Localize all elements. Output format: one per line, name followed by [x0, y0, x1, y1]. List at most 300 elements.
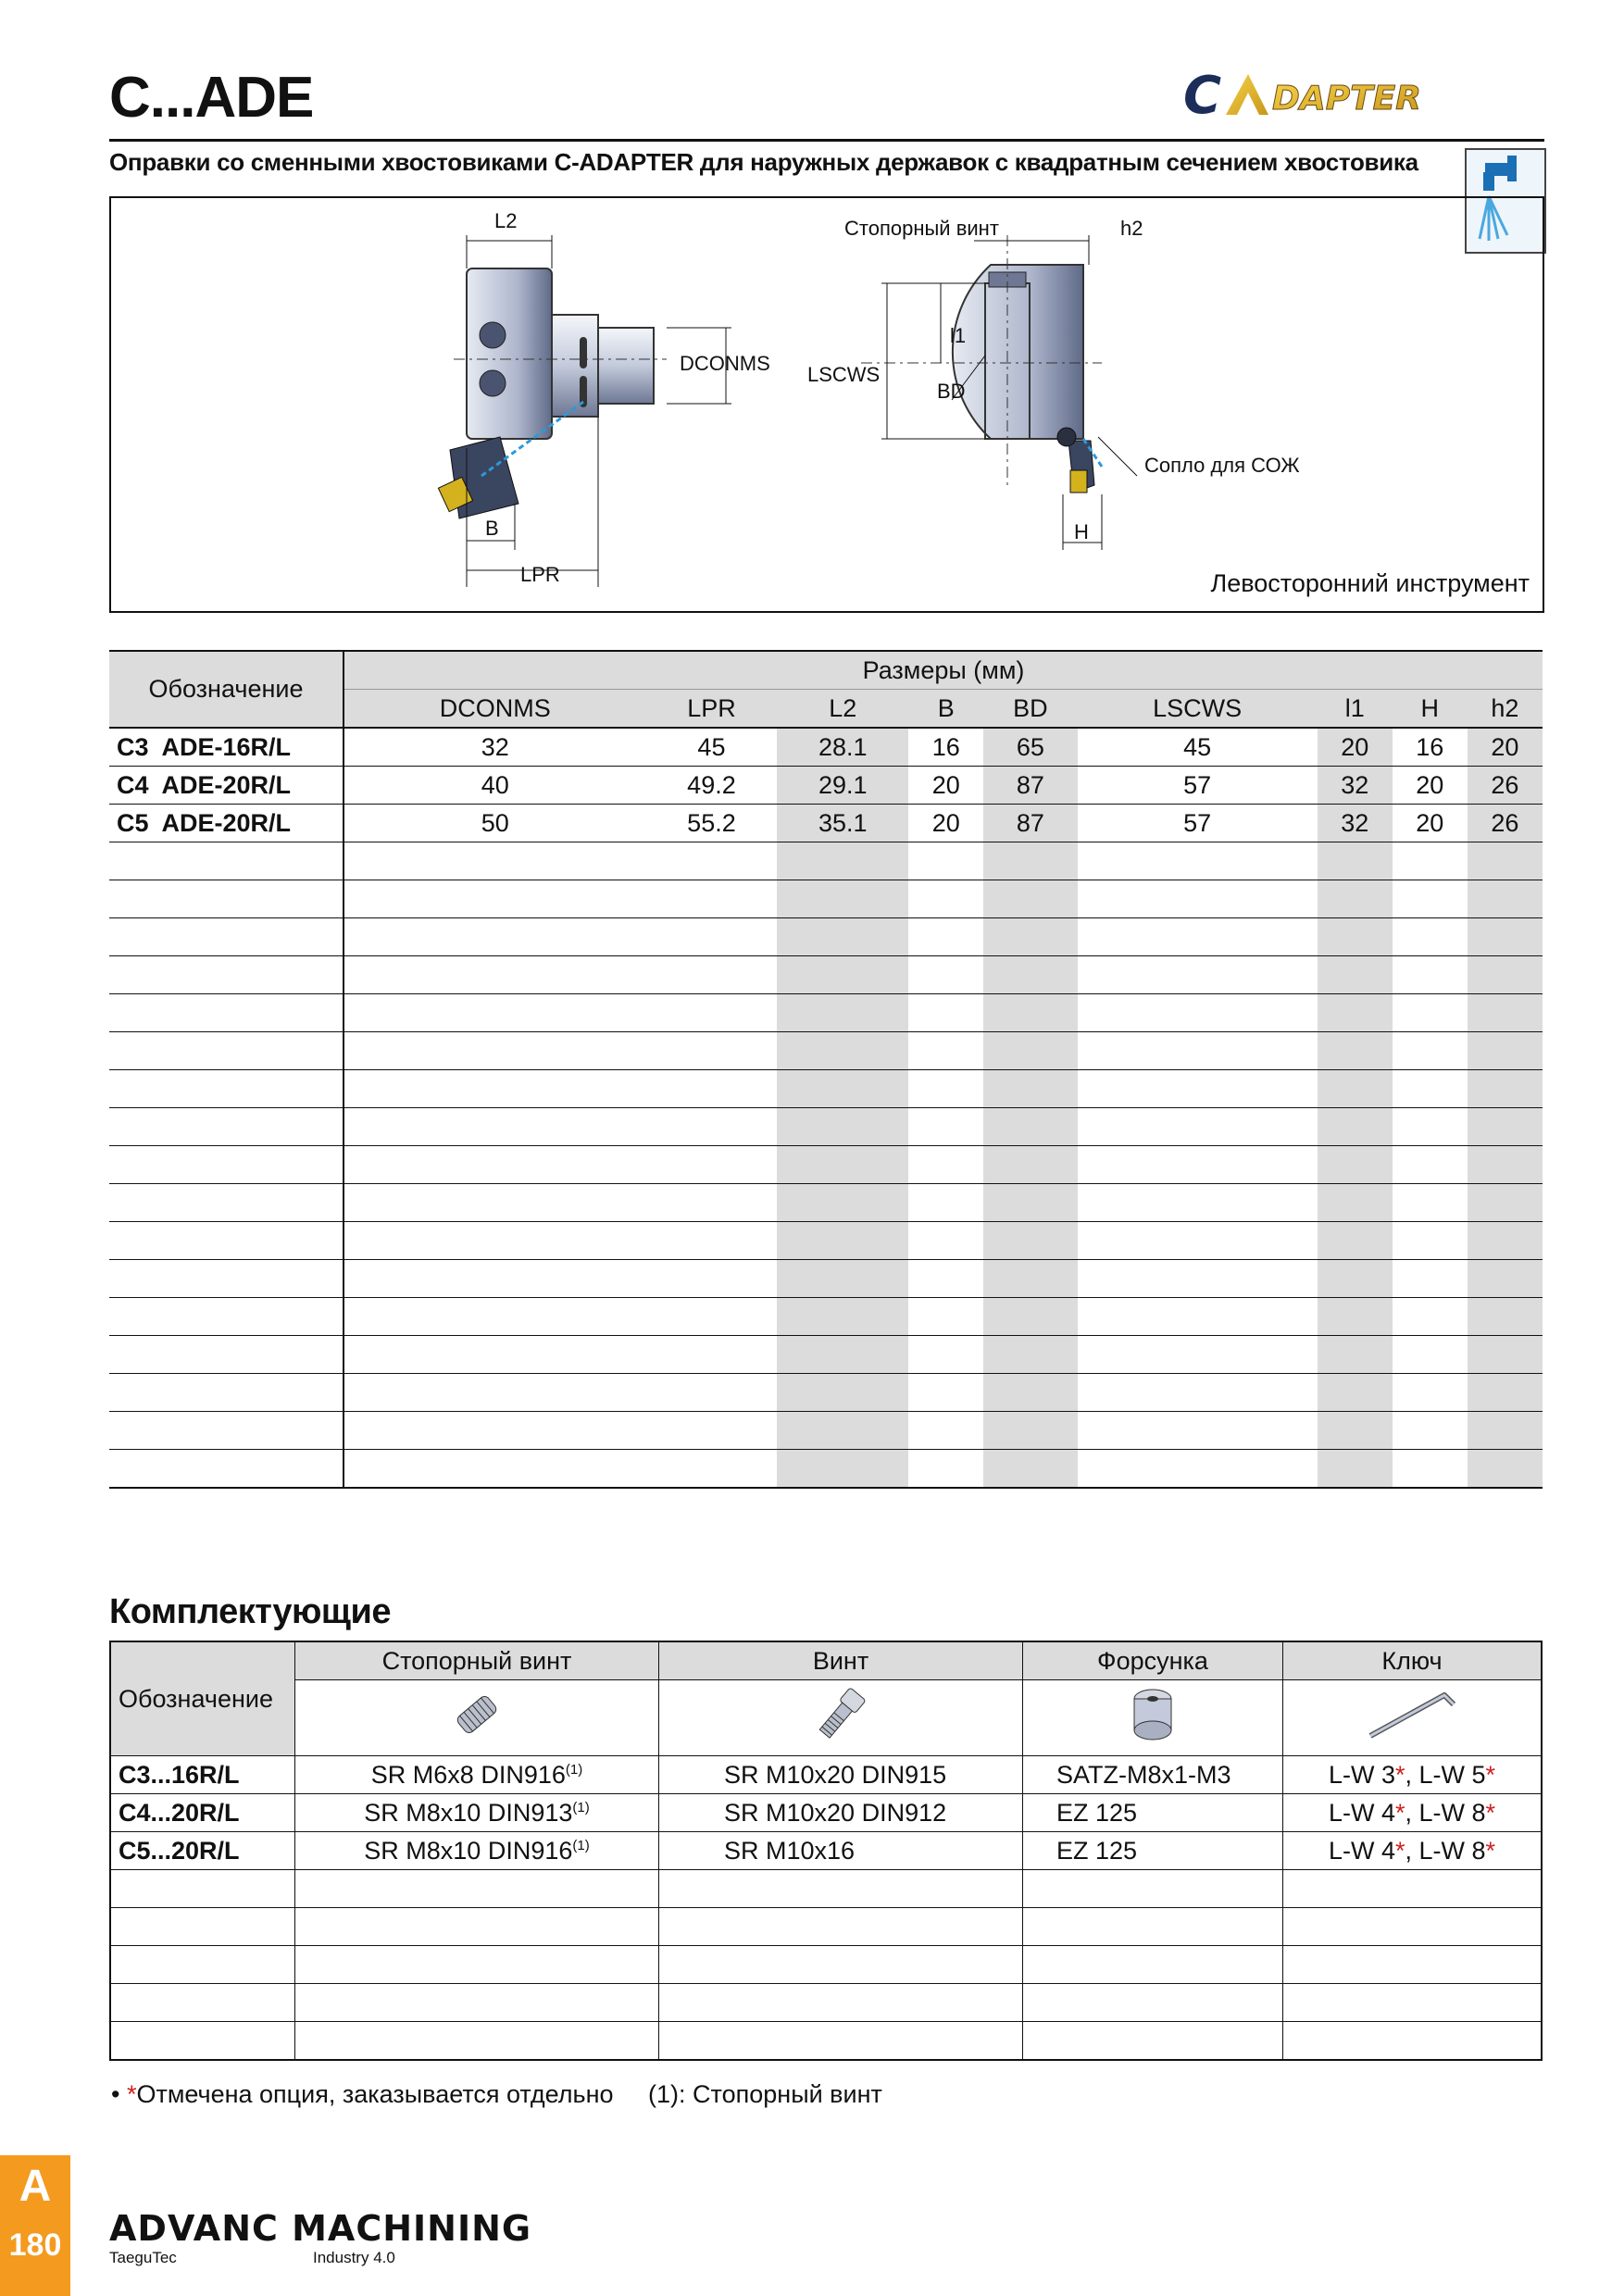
acc-stop-screw: SR M6x8 DIN916 — [370, 1760, 566, 1789]
drawing-caption: Левосторонний инструмент — [1210, 569, 1530, 597]
accessory-row — [110, 1794, 1542, 1832]
empty-value-cell — [908, 1412, 983, 1450]
dim-label-dconms: DCONMS — [680, 352, 770, 375]
empty-value-cell — [1393, 1108, 1468, 1146]
empty-designation-cell — [109, 1374, 344, 1412]
dim-col-header: h2 — [1468, 690, 1543, 729]
acc-key-1: L-W 4 — [1328, 1836, 1395, 1865]
empty-value-cell — [1393, 1336, 1468, 1374]
empty-value-cell — [1393, 918, 1468, 956]
empty-value-cell — [777, 1298, 908, 1336]
dim-value-cell: 29.1 — [777, 767, 908, 805]
side-view-drawing — [861, 235, 1137, 550]
empty-value-cell — [1393, 842, 1468, 880]
empty-value-cell — [1468, 842, 1543, 880]
empty-value-cell — [777, 1412, 908, 1450]
empty-value-cell — [344, 1298, 646, 1336]
dim-label-bd: BD — [937, 380, 966, 403]
empty-value-cell — [1393, 1146, 1468, 1184]
dim-label-b: B — [485, 517, 499, 540]
empty-value-cell — [1468, 1336, 1543, 1374]
empty-value-cell — [1078, 1070, 1318, 1108]
empty-table-row — [109, 1412, 1543, 1450]
empty-value-cell — [1318, 1222, 1393, 1260]
dim-value-cell: 45 — [646, 728, 778, 767]
empty-value-cell — [1318, 1298, 1393, 1336]
dim-col-header: H — [1393, 690, 1468, 729]
acc-key-2: L-W 5 — [1418, 1760, 1486, 1789]
empty-table-row — [109, 1032, 1543, 1070]
hex-key-icon — [1283, 1680, 1543, 1756]
empty-designation-cell — [109, 880, 344, 918]
dim-col-header: B — [908, 690, 983, 729]
empty-value-cell — [344, 1070, 646, 1108]
dim-value-cell: 20 — [1393, 767, 1468, 805]
dim-value-cell: 20 — [1393, 805, 1468, 842]
empty-value-cell — [983, 1032, 1077, 1070]
dim-col-header: LSCWS — [1078, 690, 1318, 729]
dim-value-cell: 16 — [908, 728, 983, 767]
dim-value-cell: 65 — [983, 728, 1077, 767]
empty-value-cell — [1468, 1032, 1543, 1070]
empty-value-cell — [1468, 1184, 1543, 1222]
empty-value-cell — [1393, 1032, 1468, 1070]
empty-accessory-row — [110, 1984, 1542, 2022]
empty-table-row — [109, 994, 1543, 1032]
empty-value-cell — [777, 1450, 908, 1489]
empty-value-cell — [344, 1146, 646, 1184]
front-view-drawing — [438, 235, 731, 587]
empty-value-cell — [1393, 956, 1468, 994]
acc-designation: C3...16R/L — [110, 1756, 295, 1794]
empty-value-cell — [1318, 1108, 1393, 1146]
option-star: * — [1485, 1836, 1496, 1865]
nozzle-icon — [1023, 1680, 1283, 1756]
acc-col-screw: Винт — [659, 1641, 1023, 1680]
dim-label-h2: h2 — [1120, 217, 1143, 240]
empty-value-cell — [1468, 1108, 1543, 1146]
empty-cell — [1023, 1984, 1283, 2022]
acc-designation: C4...20R/L — [110, 1794, 295, 1832]
empty-value-cell — [1318, 956, 1393, 994]
empty-table-row — [109, 1260, 1543, 1298]
empty-value-cell — [1393, 880, 1468, 918]
empty-value-cell — [777, 1222, 908, 1260]
empty-designation-cell — [109, 1222, 344, 1260]
empty-designation-cell — [109, 1108, 344, 1146]
empty-value-cell — [1078, 1222, 1318, 1260]
empty-value-cell — [344, 1184, 646, 1222]
acc-nozzle: EZ 125 — [1023, 1832, 1283, 1870]
empty-value-cell — [646, 1298, 778, 1336]
empty-value-cell — [983, 1222, 1077, 1260]
empty-value-cell — [1393, 1070, 1468, 1108]
empty-value-cell — [1078, 918, 1318, 956]
empty-value-cell — [777, 880, 908, 918]
empty-cell — [110, 2022, 295, 2061]
empty-value-cell — [646, 1336, 778, 1374]
empty-value-cell — [983, 842, 1077, 880]
empty-value-cell — [777, 1146, 908, 1184]
empty-designation-cell — [109, 1336, 344, 1374]
acc-designation: C5...20R/L — [110, 1832, 295, 1870]
empty-value-cell — [777, 956, 908, 994]
brand-tagline: Industry 4.0 — [313, 2249, 395, 2266]
dim-value-cell: 26 — [1468, 767, 1543, 805]
dim-col-header: BD — [983, 690, 1077, 729]
dim-value-cell: 57 — [1078, 767, 1318, 805]
empty-value-cell — [908, 880, 983, 918]
empty-cell — [295, 1870, 659, 1908]
dim-value-cell: 20 — [908, 805, 983, 842]
empty-value-cell — [908, 1222, 983, 1260]
empty-value-cell — [1468, 1450, 1543, 1489]
empty-value-cell — [983, 1146, 1077, 1184]
empty-value-cell — [1393, 1222, 1468, 1260]
empty-designation-cell — [109, 842, 344, 880]
empty-value-cell — [1393, 1450, 1468, 1489]
dim-value-cell: 45 — [1078, 728, 1318, 767]
empty-value-cell — [1468, 1412, 1543, 1450]
empty-table-row — [109, 1070, 1543, 1108]
empty-value-cell — [1468, 1374, 1543, 1412]
dim-label-l1: l1 — [950, 324, 967, 347]
empty-value-cell — [1078, 1298, 1318, 1336]
empty-value-cell — [1078, 1184, 1318, 1222]
empty-designation-cell — [109, 1260, 344, 1298]
empty-value-cell — [908, 1032, 983, 1070]
empty-table-row — [109, 842, 1543, 880]
acc-screw: SR M10x20 DIN912 — [659, 1794, 1023, 1832]
empty-value-cell — [344, 1108, 646, 1146]
empty-value-cell — [983, 1184, 1077, 1222]
empty-value-cell — [1078, 880, 1318, 918]
dim-value-cell: 32 — [1318, 805, 1393, 842]
empty-value-cell — [1318, 1374, 1393, 1412]
option-star: * — [1394, 1836, 1405, 1865]
empty-value-cell — [1318, 1412, 1393, 1450]
empty-value-cell — [1468, 994, 1543, 1032]
acc-nozzle: EZ 125 — [1023, 1794, 1283, 1832]
empty-value-cell — [646, 918, 778, 956]
empty-value-cell — [1468, 956, 1543, 994]
empty-value-cell — [983, 994, 1077, 1032]
dimensions-table — [109, 650, 1543, 1489]
dim-label-lscws: LSCWS — [807, 363, 881, 386]
empty-value-cell — [1393, 994, 1468, 1032]
section-letter: A — [19, 2162, 52, 2211]
acc-key-cell: L-W 4*, L-W 8* — [1283, 1832, 1543, 1870]
empty-value-cell — [983, 1298, 1077, 1336]
empty-value-cell — [1318, 1032, 1393, 1070]
dim-col-header: DCONMS — [344, 690, 646, 729]
dim-value-cell: 16 — [1393, 728, 1468, 767]
acc-designation-header: Обозначение — [110, 1641, 295, 1756]
empty-value-cell — [1468, 880, 1543, 918]
empty-value-cell — [646, 1108, 778, 1146]
dim-value-cell: 57 — [1078, 805, 1318, 842]
designation-cell: C4 ADE-20R/L — [109, 767, 344, 805]
empty-value-cell — [646, 1222, 778, 1260]
acc-stop-screw: SR M8x10 DIN913 — [364, 1798, 573, 1827]
footnote — [111, 2080, 882, 2109]
page-title: C...ADE — [109, 66, 314, 130]
dim-label-lpr: LPR — [520, 563, 560, 586]
empty-value-cell — [908, 918, 983, 956]
dim-value-cell: 50 — [344, 805, 646, 842]
page-subtitle: Оправки со сменными хвостовиками C-ADAPTER для наружных державок с квадратным сечением хвостовика — [109, 148, 1418, 176]
dim-value-cell: 20 — [908, 767, 983, 805]
footnote-text: Отмечена опция, заказывается отдельно — [136, 2080, 614, 2108]
acc-stop-screw-cell — [295, 1794, 659, 1832]
acc-key-2: L-W 8 — [1418, 1798, 1486, 1827]
empty-value-cell — [1078, 994, 1318, 1032]
empty-value-cell — [344, 880, 646, 918]
acc-key-1: L-W 3 — [1328, 1760, 1395, 1789]
empty-table-row — [109, 1374, 1543, 1412]
option-star: * — [126, 2080, 137, 2108]
svg-text:DAPTER: DAPTER — [1272, 80, 1421, 118]
empty-value-cell — [908, 842, 983, 880]
empty-value-cell — [646, 842, 778, 880]
empty-cell — [295, 1946, 659, 1984]
empty-cell — [659, 1908, 1023, 1946]
dim-value-cell: 32 — [344, 728, 646, 767]
empty-value-cell — [777, 918, 908, 956]
dim-value-cell: 28.1 — [777, 728, 908, 767]
acc-key-cell: L-W 3*, L-W 5* — [1283, 1756, 1543, 1794]
empty-value-cell — [1318, 1450, 1393, 1489]
empty-value-cell — [646, 1374, 778, 1412]
empty-cell — [295, 1984, 659, 2022]
empty-table-row — [109, 1450, 1543, 1489]
empty-cell — [295, 1908, 659, 1946]
empty-value-cell — [983, 1374, 1077, 1412]
empty-value-cell — [777, 1108, 908, 1146]
empty-value-cell — [983, 1070, 1077, 1108]
empty-value-cell — [646, 1146, 778, 1184]
table-row — [109, 728, 1543, 767]
empty-table-row — [109, 1184, 1543, 1222]
dim-value-cell: 40 — [344, 767, 646, 805]
empty-value-cell — [646, 1260, 778, 1298]
empty-value-cell — [646, 1184, 778, 1222]
dim-col-header: L2 — [777, 690, 908, 729]
accessory-row — [110, 1832, 1542, 1870]
empty-cell — [110, 1946, 295, 1984]
empty-designation-cell — [109, 994, 344, 1032]
empty-value-cell — [1468, 1146, 1543, 1184]
empty-value-cell — [777, 842, 908, 880]
empty-value-cell — [344, 1374, 646, 1412]
brand-name: ADVANC MACHINING — [109, 2208, 532, 2249]
dim-value-cell: 20 — [1318, 728, 1393, 767]
dim-value-cell: 35.1 — [777, 805, 908, 842]
acc-key-1: L-W 4 — [1328, 1798, 1395, 1827]
dim-value-cell: 49.2 — [646, 767, 778, 805]
empty-value-cell — [1318, 918, 1393, 956]
empty-value-cell — [1393, 1184, 1468, 1222]
empty-value-cell — [646, 880, 778, 918]
empty-value-cell — [344, 956, 646, 994]
empty-table-row — [109, 1222, 1543, 1260]
empty-cell — [659, 2022, 1023, 2061]
sup-mark: (1) — [572, 1799, 590, 1816]
empty-value-cell — [908, 1374, 983, 1412]
table-row — [109, 805, 1543, 842]
page-number: 180 — [8, 2227, 62, 2263]
acc-screw: SR M10x20 DIN915 — [659, 1756, 1023, 1794]
empty-value-cell — [1393, 1412, 1468, 1450]
empty-value-cell — [1393, 1374, 1468, 1412]
section-tab — [0, 2155, 70, 2296]
empty-value-cell — [983, 1412, 1077, 1450]
acc-screw: SR M10x16 — [659, 1832, 1023, 1870]
empty-value-cell — [777, 1070, 908, 1108]
empty-value-cell — [1078, 956, 1318, 994]
empty-value-cell — [908, 1070, 983, 1108]
empty-cell — [1023, 1870, 1283, 1908]
brand-logo — [109, 2208, 532, 2266]
dim-col-header: LPR — [646, 690, 778, 729]
empty-cell — [1283, 1984, 1543, 2022]
empty-value-cell — [1468, 918, 1543, 956]
empty-cell — [110, 1870, 295, 1908]
empty-value-cell — [1468, 1260, 1543, 1298]
empty-table-row — [109, 1336, 1543, 1374]
empty-value-cell — [1468, 1298, 1543, 1336]
empty-value-cell — [646, 1450, 778, 1489]
option-star: * — [1485, 1760, 1496, 1789]
empty-value-cell — [908, 956, 983, 994]
empty-cell — [1023, 2022, 1283, 2061]
empty-value-cell — [1078, 842, 1318, 880]
acc-nozzle: SATZ-M8x1-M3 — [1023, 1756, 1283, 1794]
acc-stop-screw-cell — [295, 1756, 659, 1794]
empty-table-row — [109, 1146, 1543, 1184]
empty-value-cell — [646, 956, 778, 994]
empty-value-cell — [344, 1260, 646, 1298]
empty-value-cell — [1318, 842, 1393, 880]
empty-designation-cell — [109, 1450, 344, 1489]
dimensions-group-header: Размеры (мм) — [344, 651, 1543, 690]
empty-value-cell — [908, 1146, 983, 1184]
empty-accessory-row — [110, 1908, 1542, 1946]
empty-value-cell — [1318, 1184, 1393, 1222]
empty-cell — [1283, 1870, 1543, 1908]
empty-value-cell — [1078, 1336, 1318, 1374]
empty-value-cell — [646, 1412, 778, 1450]
designation-cell: C5 ADE-20R/L — [109, 805, 344, 842]
empty-value-cell — [908, 1298, 983, 1336]
empty-cell — [659, 1870, 1023, 1908]
dim-label-nozzle: Сопло для СОЖ — [1144, 454, 1300, 477]
dim-value-cell: 87 — [983, 767, 1077, 805]
designation-header: Обозначение — [109, 651, 344, 728]
acc-key-2: L-W 8 — [1418, 1836, 1486, 1865]
empty-designation-cell — [109, 1070, 344, 1108]
empty-table-row — [109, 956, 1543, 994]
empty-value-cell — [344, 1336, 646, 1374]
c-adapter-logo — [1176, 65, 1546, 130]
empty-value-cell — [983, 956, 1077, 994]
empty-cell — [1283, 1908, 1543, 1946]
empty-value-cell — [777, 1032, 908, 1070]
empty-value-cell — [1318, 1260, 1393, 1298]
empty-value-cell — [1078, 1450, 1318, 1489]
empty-value-cell — [908, 1108, 983, 1146]
empty-value-cell — [908, 1260, 983, 1298]
empty-value-cell — [1078, 1146, 1318, 1184]
empty-cell — [110, 1908, 295, 1946]
empty-accessory-row — [110, 1870, 1542, 1908]
dim-value-cell: 20 — [1468, 728, 1543, 767]
table-row — [109, 767, 1543, 805]
empty-designation-cell — [109, 1184, 344, 1222]
empty-designation-cell — [109, 918, 344, 956]
empty-designation-cell — [109, 1032, 344, 1070]
acc-col-key: Ключ — [1283, 1641, 1543, 1680]
empty-value-cell — [983, 880, 1077, 918]
sup-mark: (1) — [565, 1761, 583, 1778]
dim-col-header: l1 — [1318, 690, 1393, 729]
dim-label-h: H — [1074, 520, 1089, 543]
empty-value-cell — [344, 1412, 646, 1450]
empty-value-cell — [908, 1336, 983, 1374]
empty-cell — [110, 1984, 295, 2022]
option-star: * — [1394, 1798, 1405, 1827]
brand-company: TaeguTec — [109, 2249, 177, 2266]
acc-key-cell: L-W 4*, L-W 8* — [1283, 1794, 1543, 1832]
accessory-row — [110, 1756, 1542, 1794]
empty-value-cell — [983, 1450, 1077, 1489]
empty-cell — [659, 1946, 1023, 1984]
empty-value-cell — [646, 994, 778, 1032]
empty-cell — [295, 2022, 659, 2061]
empty-cell — [1023, 1946, 1283, 1984]
empty-cell — [1023, 1908, 1283, 1946]
sup-mark: (1) — [572, 1837, 590, 1853]
empty-value-cell — [983, 918, 1077, 956]
empty-value-cell — [344, 842, 646, 880]
option-star: * — [1485, 1798, 1496, 1827]
empty-value-cell — [1318, 880, 1393, 918]
accessories-table — [109, 1641, 1543, 2061]
empty-cell — [659, 1984, 1023, 2022]
empty-value-cell — [983, 1108, 1077, 1146]
acc-stop-screw-cell — [295, 1832, 659, 1870]
designation-cell: C3 ADE-16R/L — [109, 728, 344, 767]
empty-table-row — [109, 880, 1543, 918]
empty-value-cell — [1393, 1260, 1468, 1298]
dim-value-cell: 55.2 — [646, 805, 778, 842]
empty-accessory-row — [110, 1946, 1542, 1984]
empty-designation-cell — [109, 956, 344, 994]
empty-value-cell — [646, 1070, 778, 1108]
empty-value-cell — [777, 1374, 908, 1412]
acc-col-nozzle: Форсунка — [1023, 1641, 1283, 1680]
empty-value-cell — [1078, 1260, 1318, 1298]
set-screw-icon — [295, 1680, 659, 1756]
empty-value-cell — [983, 1260, 1077, 1298]
dim-value-cell: 87 — [983, 805, 1077, 842]
empty-value-cell — [1078, 1374, 1318, 1412]
footnote-note: (1): Стопорный винт — [648, 2080, 882, 2108]
empty-value-cell — [777, 1336, 908, 1374]
empty-table-row — [109, 1108, 1543, 1146]
svg-text:C: C — [1183, 66, 1222, 126]
dim-label-stop-screw: Стопорный винт — [844, 217, 999, 240]
